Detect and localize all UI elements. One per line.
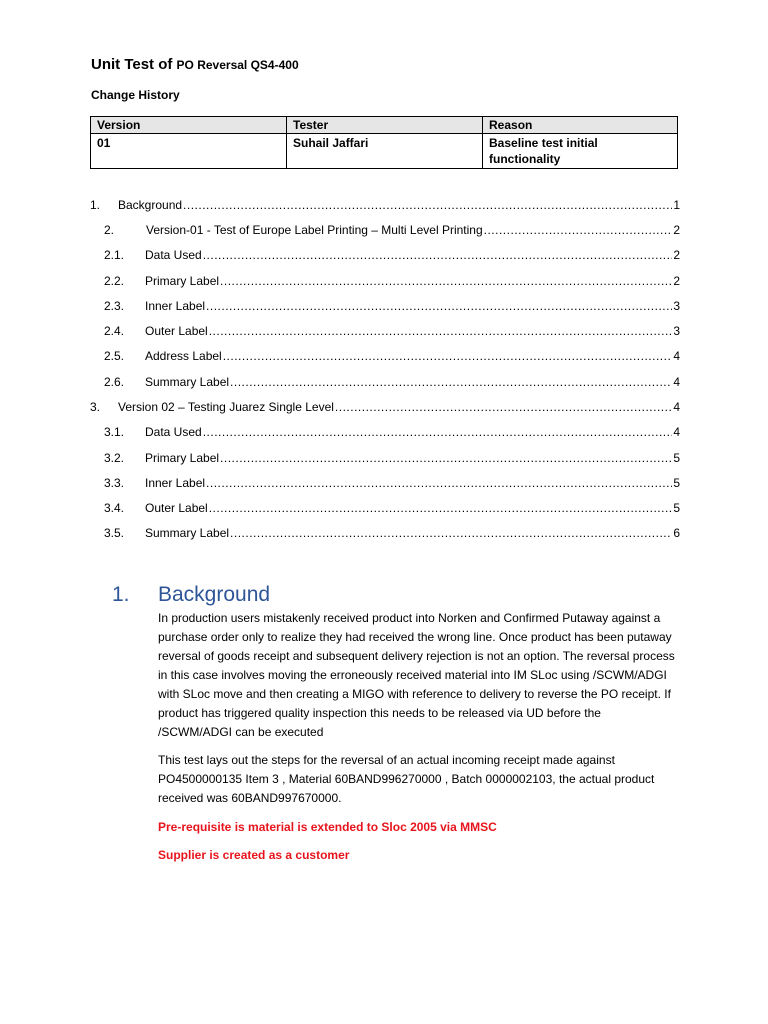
toc-page-number: 3 xyxy=(673,299,680,313)
toc-label: Outer Label xyxy=(145,501,208,515)
toc-label: Background xyxy=(118,198,183,212)
toc-page-number: 2 xyxy=(673,274,680,288)
toc-page-number: 2 xyxy=(673,223,680,237)
prerequisite-note-2: Supplier is created as a customer xyxy=(158,848,350,862)
toc-leader xyxy=(335,400,672,414)
toc-page-number: 5 xyxy=(673,501,680,515)
title-subject: PO Reversal QS4-400 xyxy=(176,58,299,72)
background-paragraph-2: This test lays out the steps for the reversal of an actual incoming receipt made against PO4500000135 Item 3 , Material 60BAND996270000 , Batch 0000002103, the actual product received was 60BAND997670000. xyxy=(158,753,655,805)
header-reason: Reason xyxy=(483,117,678,134)
toc-entry-3[interactable] xyxy=(90,400,680,416)
toc-label: Version 02 – Testing Juarez Single Level xyxy=(118,400,334,414)
toc-entry-2[interactable] xyxy=(90,223,680,239)
toc-page-number: 4 xyxy=(673,349,680,363)
header-tester: Tester xyxy=(287,117,483,134)
toc-entry-3-4[interactable] xyxy=(90,501,680,517)
toc-page-number: 4 xyxy=(673,400,680,414)
toc-leader xyxy=(220,451,672,465)
toc-leader xyxy=(209,324,673,338)
toc-number: 2. xyxy=(104,223,115,237)
section-heading-background xyxy=(112,583,270,607)
toc-entry-2-2[interactable] xyxy=(90,274,680,290)
prerequisite-note-1: Pre-requisite is material is extended to Sloc 2005 via MMSC xyxy=(158,820,497,834)
toc-number: 3.1. xyxy=(104,425,125,439)
cell-tester: Suhail Jaffari xyxy=(287,134,483,169)
toc-leader xyxy=(223,349,673,363)
toc-leader xyxy=(206,476,672,490)
header-version: Version xyxy=(91,117,287,134)
cell-reason: Baseline test initial functionality xyxy=(483,134,678,169)
toc-page-number: 6 xyxy=(673,526,680,540)
toc-number: 3.2. xyxy=(104,451,125,465)
toc-entry-3-3[interactable] xyxy=(90,476,680,492)
table-row xyxy=(91,134,678,169)
toc-label: Summary Label xyxy=(145,526,230,540)
toc-label: Inner Label xyxy=(145,476,206,490)
toc-number: 2.2. xyxy=(104,274,125,288)
background-paragraph-1: In production users mistakenly received product into Norken and Confirmed Putaway against a purchase order only to realize they had received the wrong line. Once product has been putaway reversal of goods receipt and subsequent delivery rejection is not an option. The reversal process in this case involves moving the erroneously received material into IM SLoc using /SCWM/ADGI with SLoc move and then creating a MIGO with reference to delivery to reverse the PO receipt. If product has triggered quality inspection this needs to be released via UD before the /SCWM/ADGI can be executed xyxy=(158,611,675,739)
toc-label: Primary Label xyxy=(145,451,220,465)
toc-leader xyxy=(206,299,672,313)
toc-leader xyxy=(230,375,672,389)
toc-leader xyxy=(220,274,672,288)
toc-leader xyxy=(230,526,672,540)
document-title xyxy=(91,56,299,73)
toc-leader xyxy=(183,198,672,212)
toc-page-number: 4 xyxy=(673,425,680,439)
toc-number: 2.4. xyxy=(104,324,125,338)
title-main: Unit Test of xyxy=(91,56,177,73)
toc-number: 2.5. xyxy=(104,349,125,363)
toc-entry-2-5[interactable] xyxy=(90,349,680,365)
toc-label: Inner Label xyxy=(145,299,206,313)
toc-entry-2-1[interactable] xyxy=(90,248,680,264)
toc-page-number: 2 xyxy=(673,248,680,262)
toc-entry-3-1[interactable] xyxy=(90,425,680,441)
toc-number: 3. xyxy=(90,400,101,414)
toc-leader xyxy=(209,501,673,515)
toc-leader xyxy=(203,425,673,439)
toc-label: Version-01 - Test of Europe Label Printing – Multi Level Printing xyxy=(146,223,483,237)
toc-entry-2-6[interactable] xyxy=(90,375,680,391)
toc-entry-1[interactable] xyxy=(90,198,680,214)
toc-entry-2-3[interactable] xyxy=(90,299,680,315)
toc-number: 2.1. xyxy=(104,248,125,262)
toc-label: Primary Label xyxy=(145,274,220,288)
toc-label: Outer Label xyxy=(145,324,208,338)
toc-page-number: 4 xyxy=(673,375,680,389)
table-header-row xyxy=(91,117,678,134)
change-history-heading: Change History xyxy=(91,88,180,102)
toc-page-number: 1 xyxy=(673,198,680,212)
toc-entry-3-2[interactable] xyxy=(90,451,680,467)
section-number: 1. xyxy=(112,583,130,606)
change-history-table xyxy=(90,116,678,169)
toc-number: 3.5. xyxy=(104,526,125,540)
toc-entry-2-4[interactable] xyxy=(90,324,680,340)
toc-label: Summary Label xyxy=(145,375,230,389)
section-title: Background xyxy=(158,583,271,606)
toc-number: 2.3. xyxy=(104,299,125,313)
toc-leader xyxy=(203,248,673,262)
toc-label: Address Label xyxy=(145,349,222,363)
cell-version: 01 xyxy=(91,134,287,169)
toc-number: 3.3. xyxy=(104,476,125,490)
toc-number: 3.4. xyxy=(104,501,125,515)
toc-page-number: 5 xyxy=(673,451,680,465)
toc-number: 2.6. xyxy=(104,375,125,389)
toc-label: Data Used xyxy=(145,425,202,439)
toc-page-number: 3 xyxy=(673,324,680,338)
toc-label: Data Used xyxy=(145,248,202,262)
toc-entry-3-5[interactable] xyxy=(90,526,680,542)
toc-page-number: 5 xyxy=(673,476,680,490)
toc-number: 1. xyxy=(90,198,101,212)
toc-leader xyxy=(484,223,673,237)
